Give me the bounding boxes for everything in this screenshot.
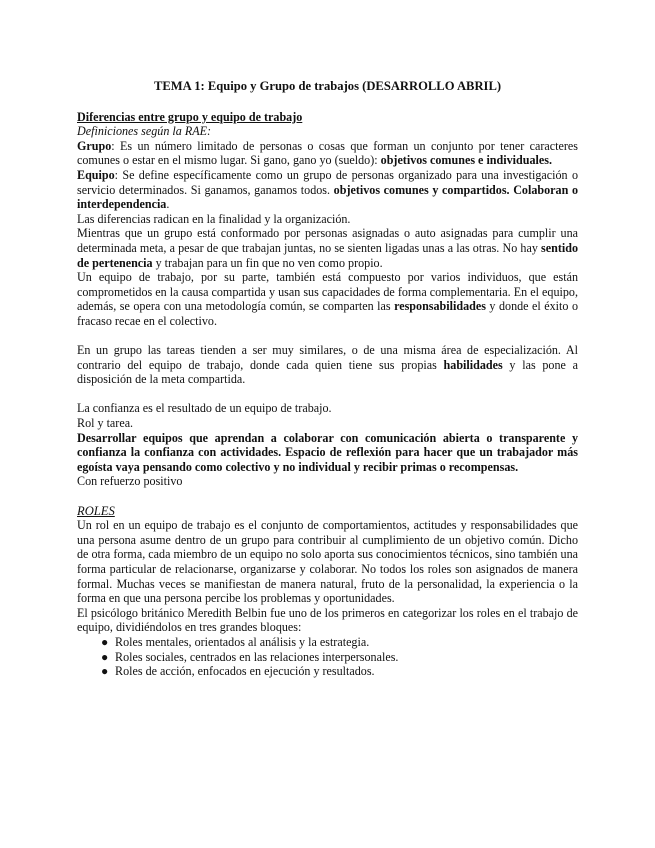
paragraph-mientras — [77, 226, 578, 270]
bullet-icon: ● — [101, 664, 109, 679]
responsabilidades: responsabilidades — [394, 299, 486, 314]
tareas-text-b: y las pone a disposición de la meta compartida. — [77, 357, 578, 387]
paragraph-tareas — [77, 343, 578, 387]
paragraph-equipo — [77, 168, 578, 212]
document-page — [77, 79, 578, 679]
spacer — [77, 387, 578, 402]
bullet-icon: ● — [101, 634, 109, 649]
list-item — [101, 650, 578, 665]
habilidades: habilidades — [443, 357, 503, 372]
term-grupo: Grupo — [77, 138, 112, 153]
paragraph-rol-tarea: Rol y tarea. — [77, 416, 134, 431]
spacer — [77, 489, 578, 504]
list-item-text: Roles sociales, centrados en las relaciones interpersonales. — [115, 649, 399, 664]
paragraph-belbin: El psicólogo británico Meredith Belbin fue uno de los primeros en categorizar los roles en el trabajo de equipo, dividiéndolos en tres grandes bloques: — [77, 605, 578, 635]
paragraph-refuerzo: Con refuerzo positivo — [77, 474, 183, 489]
spacer — [77, 329, 578, 344]
paragraph-grupo — [77, 139, 578, 168]
paragraph-radican: Las diferencias radican en la finalidad y la organización. — [77, 211, 351, 226]
equipo-definition: : Se define específicamente como un grupo de personas organizado para una investigación o servicio determinados. Si ganamos, ganamos todos. — [77, 167, 578, 197]
mientras-text-b: y trabajan para un fin que no ven como propio. — [152, 255, 383, 270]
equipo-objectives: objetivos comunes y compartidos. Colaboran o interdependencia — [77, 182, 578, 212]
paragraph-confianza: La confianza es el resultado de un equipo de trabajo. — [77, 401, 332, 416]
term-equipo: Equipo — [77, 167, 115, 182]
grupo-definition: : Es un número limitado de personas o cosas que forman un conjunto por tener caracteres comunes o estar en el mismo lugar. Si gano, gano yo (sueldo): — [77, 138, 578, 168]
bullet-icon: ● — [101, 649, 109, 664]
paragraph-equipo-trabajo — [77, 270, 578, 328]
section-heading-diferencias: Diferencias entre grupo y equipo de trabajo — [77, 109, 303, 124]
grupo-objectives: objetivos comunes e individuales. — [380, 153, 552, 168]
definitions-label: Definiciones según la RAE: — [77, 124, 212, 139]
section-heading-roles: ROLES — [77, 503, 115, 518]
list-item-text: Roles mentales, orientados al análisis y la estrategia. — [115, 634, 370, 649]
roles-list — [77, 635, 578, 679]
equipo2-text-b: y donde el éxito o fracaso recae en el colectivo. — [77, 299, 578, 328]
list-item — [101, 664, 578, 679]
mientras-text-a: Mientras que un grupo está conformado por personas asignadas o auto asignadas para cumplir una determinada meta, a pesar de que trabajan juntas, no se sienten ligadas unas a las otras. No hay — [77, 226, 578, 255]
paragraph-desarrollar: Desarrollar equipos que aprendan a colaborar con comunicación abierta o transparente y confianza la confianza con actividades. Espacio de reflexión para hacer que un trabajador más egoísta vaya pensando como colectivo y no individual y recibir primas o recompensas. — [77, 430, 578, 474]
paragraph-rol-definicion: Un rol en un equipo de trabajo es el conjunto de comportamientos, actitudes y responsabilidades que una persona asume dentro de un grupo para contribuir al cumplimiento de un objetivo común. Dicho de otra forma, cada miembro de un equipo no solo aporta sus conocimientos técnicos, sino también una forma particular de relacionarse, organizarse y colaborar. No todos los roles son asignados de manera formal. Muchas veces se manifiestan de manera natural, fruto de la personalidad, la experiencia o la forma en que una persona percibe los problemas y oportunidades. — [77, 518, 578, 606]
equipo-end: . — [166, 197, 170, 212]
document-title: TEMA 1: Equipo y Grupo de trabajos (DESARROLLO ABRIL) — [153, 79, 502, 93]
list-item — [101, 635, 578, 650]
equipo2-text-a: Un equipo de trabajo, por su parte, también está compuesto por varios individuos, que están comprometidos en la causa compartida y usan sus capacidades de forma complementaria. En el equipo, además, se opera con una metodología común, se comparten las — [77, 270, 578, 314]
list-item-text: Roles de acción, enfocados en ejecución y resultados. — [115, 664, 375, 679]
sentido-pertenencia: sentido de pertenencia — [77, 240, 578, 270]
tareas-text-a: En un grupo las tareas tienden a ser muy similares, o de una misma área de especialización. Al contrario del equipo de trabajo, donde cada quien tiene sus propias — [77, 343, 578, 372]
